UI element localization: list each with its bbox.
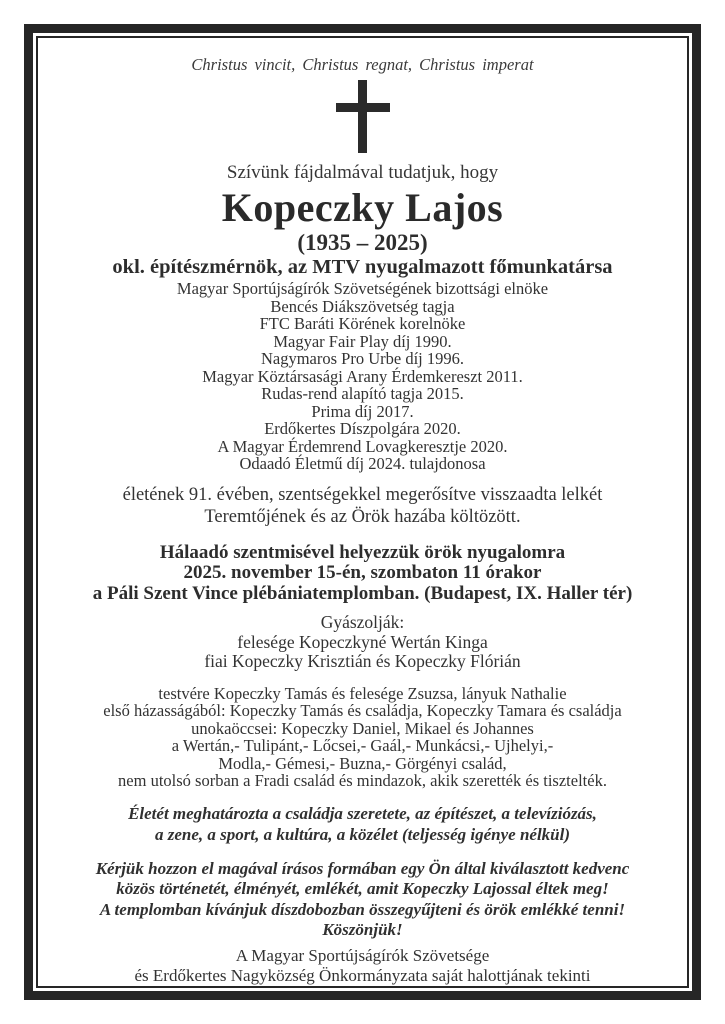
mourner-line: felesége Kopeczkyné Wertán Kinga xyxy=(237,631,488,652)
life-values-section xyxy=(38,803,687,845)
family-line: első házasságából: Kopeczky Tamás és családja, Kopeczky Tamara és családja xyxy=(103,701,622,721)
passing-statement xyxy=(38,484,687,529)
honor-line: Magyar Fair Play díj 1990. xyxy=(273,331,452,351)
closing-line: és Erdőkertes Nagyközség Önkormányzata saját halottjának tekinti xyxy=(134,966,591,986)
closing-statement xyxy=(38,946,687,986)
family-line: a Wertán,- Tulipánt,- Lőcsei,- Gaál,- Munkácsi,- Ujhelyi,- xyxy=(171,736,554,756)
obituary-content xyxy=(38,38,687,986)
cross-icon xyxy=(336,80,390,153)
closing-line: A Magyar Sportújságírók Szövetsége xyxy=(235,946,490,966)
family-line: nem utolsó sorban a Fradi család és mindazok, akik szerették és tisztelték. xyxy=(118,771,607,791)
honor-line: Erdőkertes Díszpolgára 2020. xyxy=(264,419,461,438)
honor-line: A Magyar Érdemrend Lovagkeresztje 2020. xyxy=(217,436,508,456)
values-line: a zene, a sport, a kultúra, a közélet (teljesség igénye nélkül) xyxy=(154,825,571,845)
honor-line: Magyar Sportújságírók Szövetségének bizottsági elnöke xyxy=(176,279,549,298)
funeral-line: 2025. november 15-én, szombaton 11 órakor xyxy=(183,562,542,583)
honor-line: Nagymaros Pro Urbe díj 1996. xyxy=(260,349,464,368)
honor-line: FTC Baráti Körének korelnöke xyxy=(259,314,466,333)
honor-line: Prima díj 2017. xyxy=(311,401,414,421)
honor-line: Odaadó Életmű díj 2024. tulajdonosa xyxy=(239,454,486,473)
inner-border-frame xyxy=(36,36,689,988)
request-line: Köszönjük! xyxy=(322,919,403,939)
values-line: Életét meghatározta a családja szeretete, az építészet, a televíziózás, xyxy=(128,804,597,824)
funeral-line: a Páli Szent Vince plébániatemplomban. (Budapest, IX. Haller tér) xyxy=(92,582,633,604)
cross-horizontal-bar xyxy=(336,103,390,112)
mourners-section xyxy=(38,613,687,672)
outer-border-frame xyxy=(24,24,701,1000)
passing-line: életének 91. évében, szentségekkel megerősítve visszaadta lelkét xyxy=(122,484,603,505)
deceased-name: Kopeczky Lajos xyxy=(221,185,504,230)
cross-vertical-bar xyxy=(358,80,367,153)
funeral-details xyxy=(38,543,687,605)
honor-line: Bencés Diákszövetség tagja xyxy=(270,296,455,316)
passing-line: Teremtőjének és az Örök hazába költözött. xyxy=(204,507,521,527)
mourners-heading: Gyászolják: xyxy=(320,612,405,632)
honor-line: Magyar Köztársasági Arany Érdemkereszt 2011. xyxy=(202,366,523,386)
honors-list xyxy=(38,280,687,473)
profession-line: okl. építészmérnök, az MTV nyugalmazott főmunkatársa xyxy=(112,256,613,278)
family-line: testvére Kopeczky Tamás és felesége Zsuzsa, lányuk Nathalie xyxy=(158,683,567,703)
life-years: (1935 – 2025) xyxy=(297,230,428,255)
family-line: Modla,- Gémesi,- Buzna,- Görgényi család, xyxy=(218,753,507,773)
latin-motto: Christus vincit, Christus regnat, Christus imperat xyxy=(191,55,534,74)
announcement-intro: Szívünk fájdalmával tudatjuk, hogy xyxy=(226,162,499,183)
request-line: Kérjük hozzon el magával írásos formában egy Ön által kiválasztott kedvenc xyxy=(95,859,630,879)
request-line: A templomban kívánjuk díszdobozban összegyűjteni és örök emlékké tenni! xyxy=(99,899,626,919)
honor-line: Rudas-rend alapító tagja 2015. xyxy=(261,384,464,403)
memory-request-section xyxy=(38,859,687,940)
family-line: unokaöccsei: Kopeczky Daniel, Mikael és Johannes xyxy=(191,718,534,738)
extended-family-section xyxy=(38,685,687,791)
request-line: közös történetét, élményét, emlékét, amit Kopeczky Lajossal éltek meg! xyxy=(116,879,609,899)
funeral-line: Hálaadó szentmisével helyezzük örök nyugalomra xyxy=(159,541,566,563)
mourners-immediate xyxy=(38,633,687,672)
mourner-line: fiai Kopeczky Krisztián és Kopeczky Flórián xyxy=(204,651,521,671)
